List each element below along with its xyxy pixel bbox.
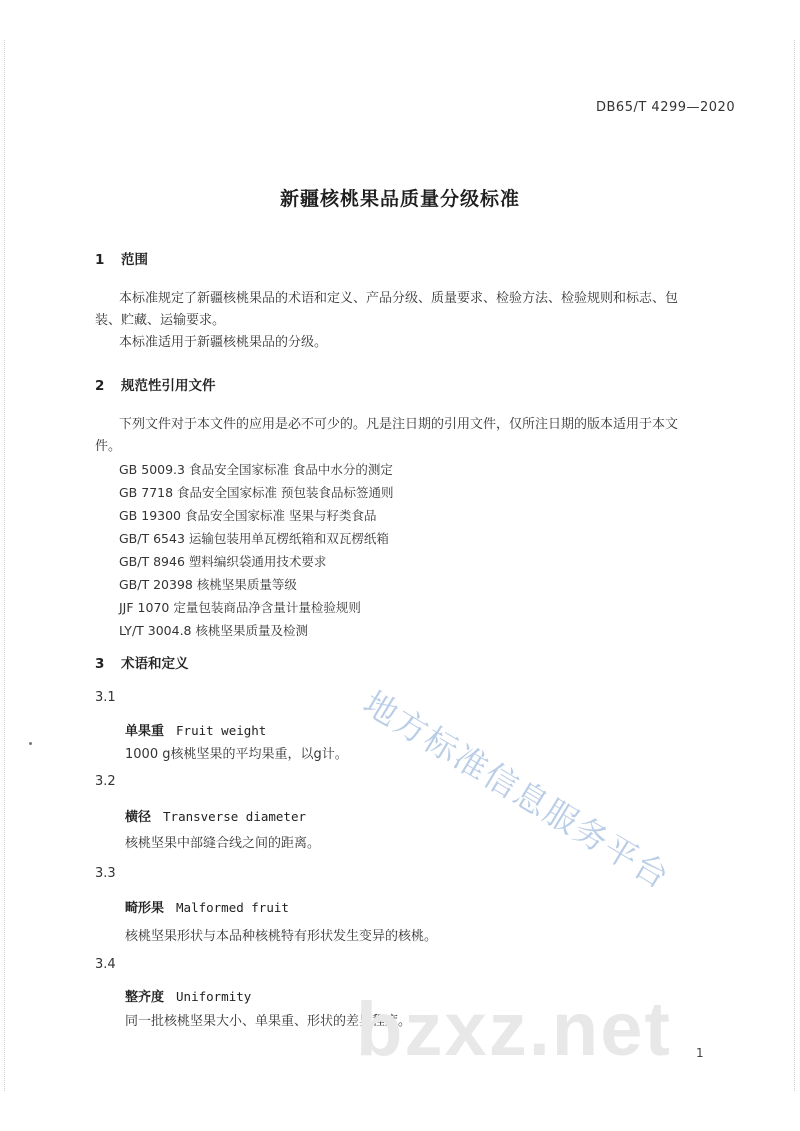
platform-watermark: 地方标准信息服务平台: [356, 683, 677, 897]
section-number: 1: [95, 252, 105, 268]
term-name-en: Malformed fruit: [176, 900, 289, 915]
reference-item: GB/T 6543 运输包装用单瓦楞纸箱和双瓦楞纸箱: [119, 531, 389, 546]
paragraph-line: 装、贮藏、运输要求。: [95, 313, 226, 328]
term-definition: 1000 g核桃坚果的平均果重，以g计。: [125, 747, 348, 762]
site-watermark: bzxz.net: [356, 987, 672, 1072]
paragraph-line: 本标准适用于新疆核桃果品的分级。: [119, 335, 328, 350]
reference-item: GB 7718 食品安全国家标准 预包装食品标签通则: [119, 485, 394, 500]
term-number: 3.1: [95, 690, 116, 705]
paragraph-line: 件。: [95, 439, 122, 454]
document-code: DB65/T 4299—2020: [596, 100, 736, 115]
term-definition: 核桃坚果形状与本品种核桃特有形状发生变异的核桃。: [125, 929, 438, 944]
page-title: 新疆核桃果品质量分级标准: [279, 188, 520, 210]
term-name: [125, 720, 266, 739]
section-title: 范围: [121, 252, 148, 268]
term-definition: 核桃坚果中部缝合线之间的距离。: [125, 836, 321, 851]
term-number: 3.4: [95, 957, 116, 972]
term-number: 3.2: [95, 774, 116, 789]
term-number: 3.3: [95, 866, 116, 881]
scan-speck: [29, 742, 32, 745]
section-1-heading: [95, 248, 148, 268]
term-definition: 同一批核桃坚果大小、单果重、形状的差异程度。: [125, 1014, 412, 1029]
section-number: 3: [95, 656, 105, 672]
page-number: 1: [696, 1046, 704, 1060]
term-name: [125, 897, 289, 916]
term-name-cn: 单果重: [125, 724, 165, 739]
section-number: 2: [95, 378, 105, 394]
reference-item: GB/T 8946 塑料编织袋通用技术要求: [119, 554, 327, 569]
paragraph-line: 本标准规定了新疆核桃果品的术语和定义、产品分级、质量要求、检验方法、检验规则和标志、包: [119, 291, 679, 306]
reference-item: GB 19300 食品安全国家标准 坚果与籽类食品: [119, 508, 377, 523]
reference-item: JJF 1070 定量包装商品净含量计量检验规则: [119, 600, 361, 615]
term-name-en: Uniformity: [176, 989, 252, 1004]
reference-item: GB 5009.3 食品安全国家标准 食品中水分的测定: [119, 462, 393, 477]
reference-item: GB/T 20398 核桃坚果质量等级: [119, 577, 297, 592]
section-3-heading: [95, 652, 189, 672]
term-name-cn: 畸形果: [125, 901, 165, 916]
term-name-en: Transverse diameter: [163, 809, 307, 824]
term-name: [125, 986, 251, 1005]
term-name-en: Fruit weight: [176, 723, 267, 738]
section-title: 规范性引用文件: [121, 378, 216, 394]
term-name: [125, 806, 306, 825]
section-title: 术语和定义: [121, 656, 189, 672]
paragraph-line: 下列文件对于本文件的应用是必不可少的。凡是注日期的引用文件，仅所注日期的版本适用于本文: [119, 417, 679, 432]
section-2-heading: [95, 374, 216, 394]
term-name-cn: 整齐度: [125, 990, 165, 1005]
reference-item: LY/T 3004.8 核桃坚果质量及检测: [119, 623, 308, 638]
term-name-cn: 横径: [125, 810, 152, 825]
